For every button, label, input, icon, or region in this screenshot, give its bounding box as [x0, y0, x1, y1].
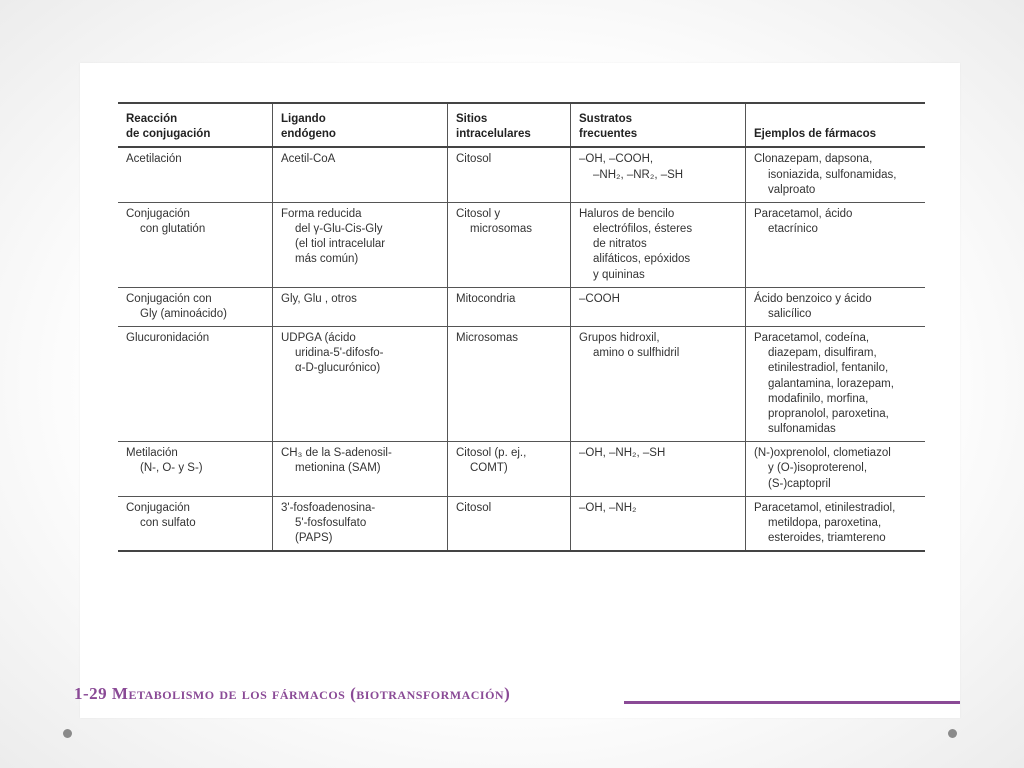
- cell-line: Citosol (p. ej.,: [456, 447, 527, 460]
- cell-line: –OH, –NH₂: [579, 501, 637, 514]
- cell-sitios: [448, 147, 571, 202]
- cell-line: modafinilo, morfina,: [768, 392, 869, 405]
- cell-line: amino o sulfhidril: [593, 347, 680, 360]
- cell-line: uridina-5'-difosfo-: [295, 347, 384, 360]
- cell-line: diazepam, disulfiram,: [768, 347, 877, 360]
- cell-line: α-D-glucurónico): [295, 362, 381, 375]
- cell-line: Citosol: [456, 153, 492, 166]
- cell-sustratos: [571, 147, 746, 202]
- cell-line: etacrínico: [768, 223, 818, 236]
- cell-reaccion: [118, 496, 273, 551]
- caption-text: 1-29 Metabolismo de los fármacos (biotransformación): [74, 684, 511, 703]
- cell-line: Microsomas: [456, 332, 518, 345]
- cell-sustratos: [571, 496, 746, 551]
- cell-line: Paracetamol, codeína,: [754, 332, 870, 345]
- cell-line: Conjugación: [126, 501, 190, 514]
- header-sitios: Sitios intracelulares: [448, 103, 571, 147]
- cell-ligando: [273, 202, 448, 287]
- cell-line: Acetil-CoA: [281, 153, 336, 166]
- cell-line: Grupos hidroxil,: [579, 332, 660, 345]
- cell-reaccion: [118, 442, 273, 497]
- table-header-row: [118, 103, 925, 147]
- cell-line: Ácido benzoico y ácido: [754, 292, 872, 305]
- cell-line: –OH, –NH₂, –SH: [579, 447, 666, 460]
- cell-sustratos: [571, 287, 746, 326]
- cell-line: electrófilos, ésteres: [593, 223, 693, 236]
- cell-ejemplos: [746, 147, 926, 202]
- cell-line: Conjugación con: [126, 292, 212, 305]
- cell-line: Mitocondria: [456, 292, 516, 305]
- header-reaccion: Reacción de conjugación: [118, 103, 273, 147]
- cell-line: Haluros de bencilo: [579, 207, 675, 220]
- cell-line: –COOH: [579, 292, 620, 305]
- cell-line: Gly (aminoácido): [140, 307, 227, 320]
- figure-caption: [74, 684, 960, 708]
- cell-line: –OH, –COOH,: [579, 153, 654, 166]
- cell-line: esteroides, triamtereno: [768, 532, 886, 545]
- cell-reaccion: [118, 202, 273, 287]
- cell-line: etinilestradiol, fentanilo,: [768, 362, 889, 375]
- cell-ligando: [273, 442, 448, 497]
- cell-ejemplos: [746, 442, 926, 497]
- header-ejemplos: Ejemplos de fármacos: [746, 103, 926, 147]
- cell-line: con sulfato: [140, 516, 196, 529]
- cell-reaccion: [118, 327, 273, 442]
- cell-line: del γ-Glu-Cis-Gly: [295, 223, 383, 236]
- header-ligando: Ligando endógeno: [273, 103, 448, 147]
- cell-line: Conjugación: [126, 207, 190, 220]
- cell-ejemplos: [746, 496, 926, 551]
- cell-line: Citosol y: [456, 207, 501, 220]
- table-row: [118, 202, 925, 287]
- cell-line: y quininas: [593, 268, 645, 281]
- caption-rule: [624, 701, 960, 704]
- cell-line: Forma reducida: [281, 207, 362, 220]
- cell-line: Paracetamol, etinilestradiol,: [754, 501, 896, 514]
- table-row: [118, 287, 925, 326]
- cell-line: sulfonamidas: [768, 423, 836, 436]
- cell-ligando: [273, 287, 448, 326]
- cell-line: COMT): [470, 462, 508, 475]
- cell-line: metionina (SAM): [295, 462, 381, 475]
- cell-ligando: [273, 496, 448, 551]
- cell-line: Glucuronidación: [126, 332, 210, 345]
- conjugation-reactions-table: [118, 102, 925, 552]
- cell-line: –NH₂, –NR₂, –SH: [593, 168, 684, 181]
- cell-line: y (O-)isoproterenol,: [768, 462, 868, 475]
- cell-line: isoniazida, sulfonamidas,: [768, 168, 897, 181]
- cell-line: más común): [295, 253, 359, 266]
- cell-line: (N-, O- y S-): [140, 462, 203, 475]
- cell-line: (N-)oxprenolol, clometiazol: [754, 447, 891, 460]
- cell-ejemplos: [746, 287, 926, 326]
- cell-sustratos: [571, 202, 746, 287]
- cell-sitios: [448, 327, 571, 442]
- cell-line: (S-)captopril: [768, 477, 831, 490]
- cell-reaccion: [118, 287, 273, 326]
- cell-ejemplos: [746, 327, 926, 442]
- cell-sitios: [448, 287, 571, 326]
- cell-line: galantamina, lorazepam,: [768, 377, 894, 390]
- cell-line: (PAPS): [295, 532, 333, 545]
- cell-sustratos: [571, 442, 746, 497]
- cell-line: Citosol: [456, 501, 492, 514]
- cell-sitios: [448, 202, 571, 287]
- table-row: [118, 442, 925, 497]
- decorative-dot-right: [948, 729, 957, 738]
- decorative-dot-left: [63, 729, 72, 738]
- cell-line: (el tiol intracelular: [295, 238, 386, 251]
- header-sustratos: Sustratos frecuentes: [571, 103, 746, 147]
- cell-line: Clonazepam, dapsona,: [754, 153, 873, 166]
- cell-reaccion: [118, 147, 273, 202]
- cell-line: alifáticos, epóxidos: [593, 253, 691, 266]
- cell-line: Paracetamol, ácido: [754, 207, 853, 220]
- cell-line: Gly, Glu , otros: [281, 292, 357, 305]
- cell-line: propranolol, paroxetina,: [768, 407, 889, 420]
- cell-line: CH₃ de la S-adenosil-: [281, 447, 392, 460]
- cell-line: microsomas: [470, 223, 532, 236]
- cell-line: Metilación: [126, 447, 178, 460]
- cell-line: 5'-fosfosulfato: [295, 516, 367, 529]
- cell-line: 3'-fosfoadenosina-: [281, 501, 376, 514]
- cell-line: metildopa, paroxetina,: [768, 516, 882, 529]
- cell-sitios: [448, 496, 571, 551]
- cell-line: UDPGA (ácido: [281, 332, 356, 345]
- cell-sitios: [448, 442, 571, 497]
- table-row: [118, 496, 925, 551]
- cell-ligando: [273, 147, 448, 202]
- cell-ejemplos: [746, 202, 926, 287]
- cell-ligando: [273, 327, 448, 442]
- cell-line: de nitratos: [593, 238, 647, 251]
- table-row: [118, 327, 925, 442]
- cell-line: Acetilación: [126, 153, 182, 166]
- cell-line: con glutatión: [140, 223, 206, 236]
- cell-sustratos: [571, 327, 746, 442]
- cell-line: salicílico: [768, 307, 812, 320]
- cell-line: valproato: [768, 183, 816, 196]
- table-row: [118, 147, 925, 202]
